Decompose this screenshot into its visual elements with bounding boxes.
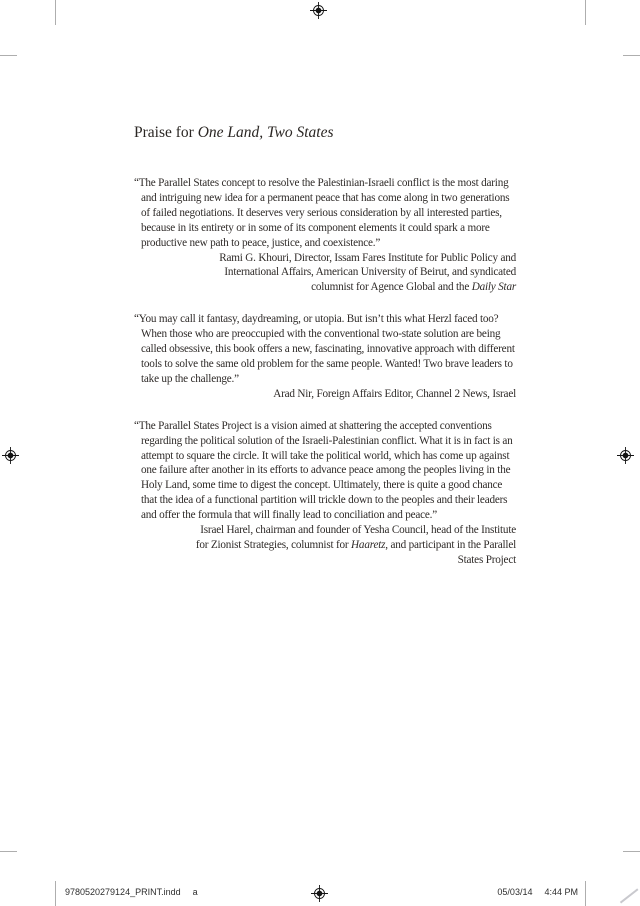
crop-mark-bottom-right-vertical	[585, 881, 586, 906]
attribution-text: Rami G. Khouri, Director, Issam Fares Institute for Public Policy and International Affairs, American University of Beirut, and syndicated columnist for Agence Global and the	[219, 251, 516, 294]
praise-quote	[134, 419, 516, 568]
footer-slug-right	[497, 887, 578, 897]
attribution-text: , and participant in the Parallel States Project	[385, 538, 516, 566]
page-marker: a	[192, 887, 198, 897]
quote-text: “The Parallel States concept to resolve the Palestinian-Israeli conflict is the most daring and intriguing new idea for a permanent peace that has come along in two generations of failed negotiations. It deserves very serious consideration by all interested parties, because in its entirety or in some of its component elements it could spark a more productive new path to peace, justice, and coexistence.”	[134, 177, 510, 249]
footer-slug-left	[65, 887, 198, 897]
document-file-name: 9780520279124_PRINT.indd	[65, 887, 181, 897]
praise-quotes	[134, 176, 516, 568]
print-time: 4:44 PM	[544, 887, 578, 897]
publication-title: Haaretz	[351, 538, 386, 551]
crop-mark-left-top-horizontal	[0, 55, 17, 56]
praise-page-content	[134, 124, 516, 585]
registration-mark-left-center	[2, 447, 19, 464]
attribution-text: Israel Harel, chairman and founder of Yesha Council, head of the Institute for Zionist Strategies, columnist for	[195, 524, 516, 551]
page-title	[134, 124, 516, 142]
attribution-text: Arad Nir, Foreign Affairs Editor, Channel 2 News, Israel	[273, 387, 516, 400]
crop-mark-right-bottom-horizontal	[623, 851, 640, 852]
crop-mark-right-top-horizontal	[623, 55, 640, 56]
crop-mark-left-bottom-horizontal	[0, 851, 17, 852]
registration-mark-right-center	[617, 447, 634, 464]
crop-mark-top-left-vertical	[55, 0, 56, 25]
praise-quote	[134, 176, 516, 295]
book-title: One Land, Two States	[197, 124, 334, 141]
stray-scan-mark	[620, 888, 638, 903]
registration-mark-top-center	[310, 2, 327, 19]
crop-mark-bottom-left-vertical	[55, 881, 56, 906]
quote-attribution	[134, 387, 516, 402]
publication-title: Daily Star	[471, 281, 516, 294]
quote-text: “The Parallel States Project is a vision aimed at shattering the accepted conventions regarding the political solution of the Israeli-Palestinian conflict. What it is in fact is an attempt to square the circle. It will take the political world, which has come up against one failure after another in its efforts to advance peace among the peoples living in the Holy Land, some time to digest the concept. Ultimately, there is quite a good chance that the idea of a functional partition will trickle down to the peoples and their leaders and offer the formula that will finally lead to conciliation and peace.”	[134, 419, 513, 522]
registration-mark-bottom-center	[311, 885, 328, 902]
praise-quote	[134, 312, 516, 401]
quote-attribution	[134, 523, 516, 568]
quote-text: “You may call it fantasy, daydreaming, or utopia. But isn’t this what Herzl faced too? When those who are preoccupied with the conventional two-state solution are being called obsessive, this book offers a new, fascinating, innovative approach with different tools to solve the same old problem for the same people. Wanted! Two brave leaders to take up the challenge.”	[134, 313, 515, 385]
quote-attribution	[134, 251, 516, 296]
crop-mark-top-right-vertical	[585, 0, 586, 25]
print-date: 05/03/14	[497, 887, 533, 897]
page-title-prefix: Praise for	[134, 124, 198, 141]
